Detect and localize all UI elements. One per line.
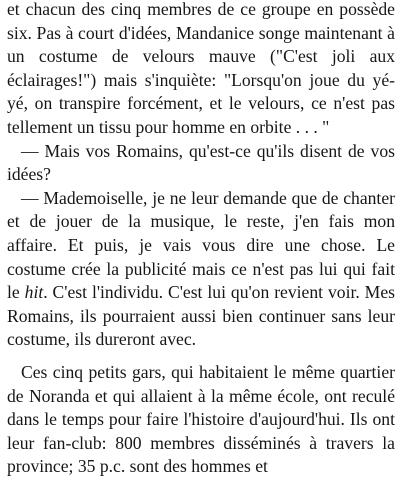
paragraph-answer-mademoiselle	[7, 187, 395, 352]
answer-text-before: — Mademoiselle, je ne leur demande que de chanter et de jouer de la musique, le reste, j'en fais mon affaire. Et puis, je vais vous dire une chose. Le costume crée la publicité mais ce n'est pas lui qui fait le	[7, 187, 395, 303]
answer-text-after: . C'est l'individu. C'est lui qu'on revient voir. Mes Romains, ils pourraient aussi bien continuer sans leur costume, ils dureront avec.	[7, 282, 395, 350]
answer-emphasis-hit: hit	[24, 282, 44, 303]
paragraph-question-romains: — Mais vos Romains, qu'est-ce qu'ils disent de vos idées?	[7, 140, 395, 185]
paragraph-five-guys: Ces cinq petits gars, qui habitaient le même quartier de Noranda et qui allaient à la même école, ont reculé dans le temps pour faire l'histoire d'aujourd'hui. Ils ont leur fan-club: 800 membres disséminés à travers la province; 35 p.c. sont des hommes et	[7, 361, 395, 477]
paragraph-costume-velvet: et chacun des cinq membres de ce groupe en possède six. Pas à court d'idées, Mandanice songe maintenant à un costume de velours mauve ("C'est joli aux éclairages!") mais s'inquiète: "Lorsqu'on joue du yé-yé, on transpire forcément, et le velours, ce n'est pas tellement un tissu pour homme en orbite . . . "	[7, 0, 395, 137]
